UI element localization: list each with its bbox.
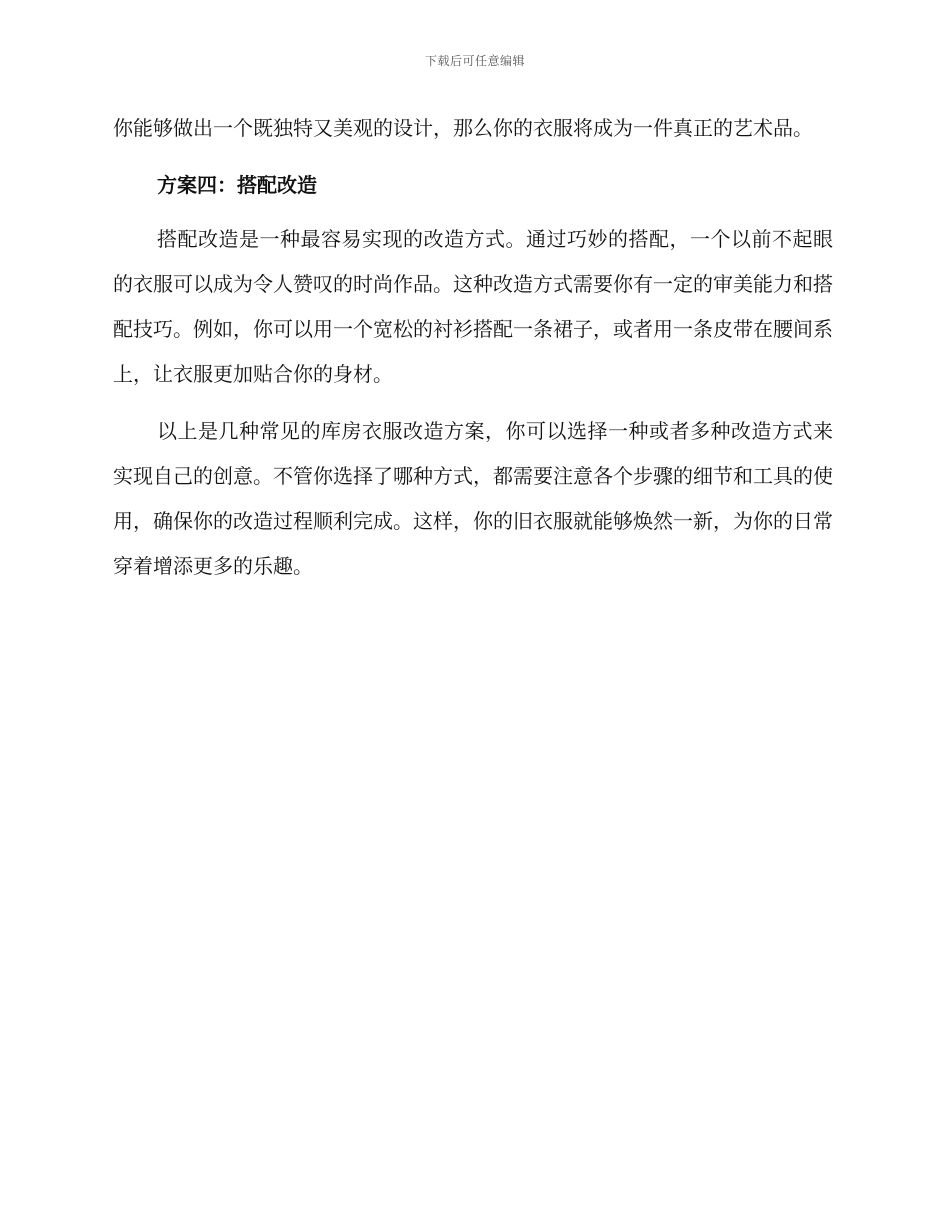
document-body <box>113 106 833 601</box>
page-header: 下载后可任意编辑 <box>424 54 525 68</box>
section-heading-scheme-four: 方案四：搭配改造 <box>157 173 317 197</box>
paragraph-conclusion: 以上是几种常见的库房衣服改造方案，你可以选择一种或者多种改造方式来实现自己的创意。不管你选择了哪种方式，都需要注意各个步骤的细节和工具的使用，确保你的改造过程顺利完成。这样，你的旧衣服就能够焕然一新，为你的日常穿着增添更多的乐趣。 <box>113 419 833 578</box>
paragraph-scheme-four-body: 搭配改造是一种最容易实现的改造方式。通过巧妙的搭配，一个以前不起眼的衣服可以成为令人赞叹的时尚作品。这种改造方式需要你有一定的审美能力和搭配技巧。例如，你可以用一个宽松的衬衫搭配一条裙子，或者用一条皮带在腰间系上，让衣服更加贴合你的身材。 <box>113 227 833 386</box>
paragraph-continued: 你能够做出一个既独特又美观的设计，那么你的衣服将成为一件真正的艺术品。 <box>113 116 813 140</box>
